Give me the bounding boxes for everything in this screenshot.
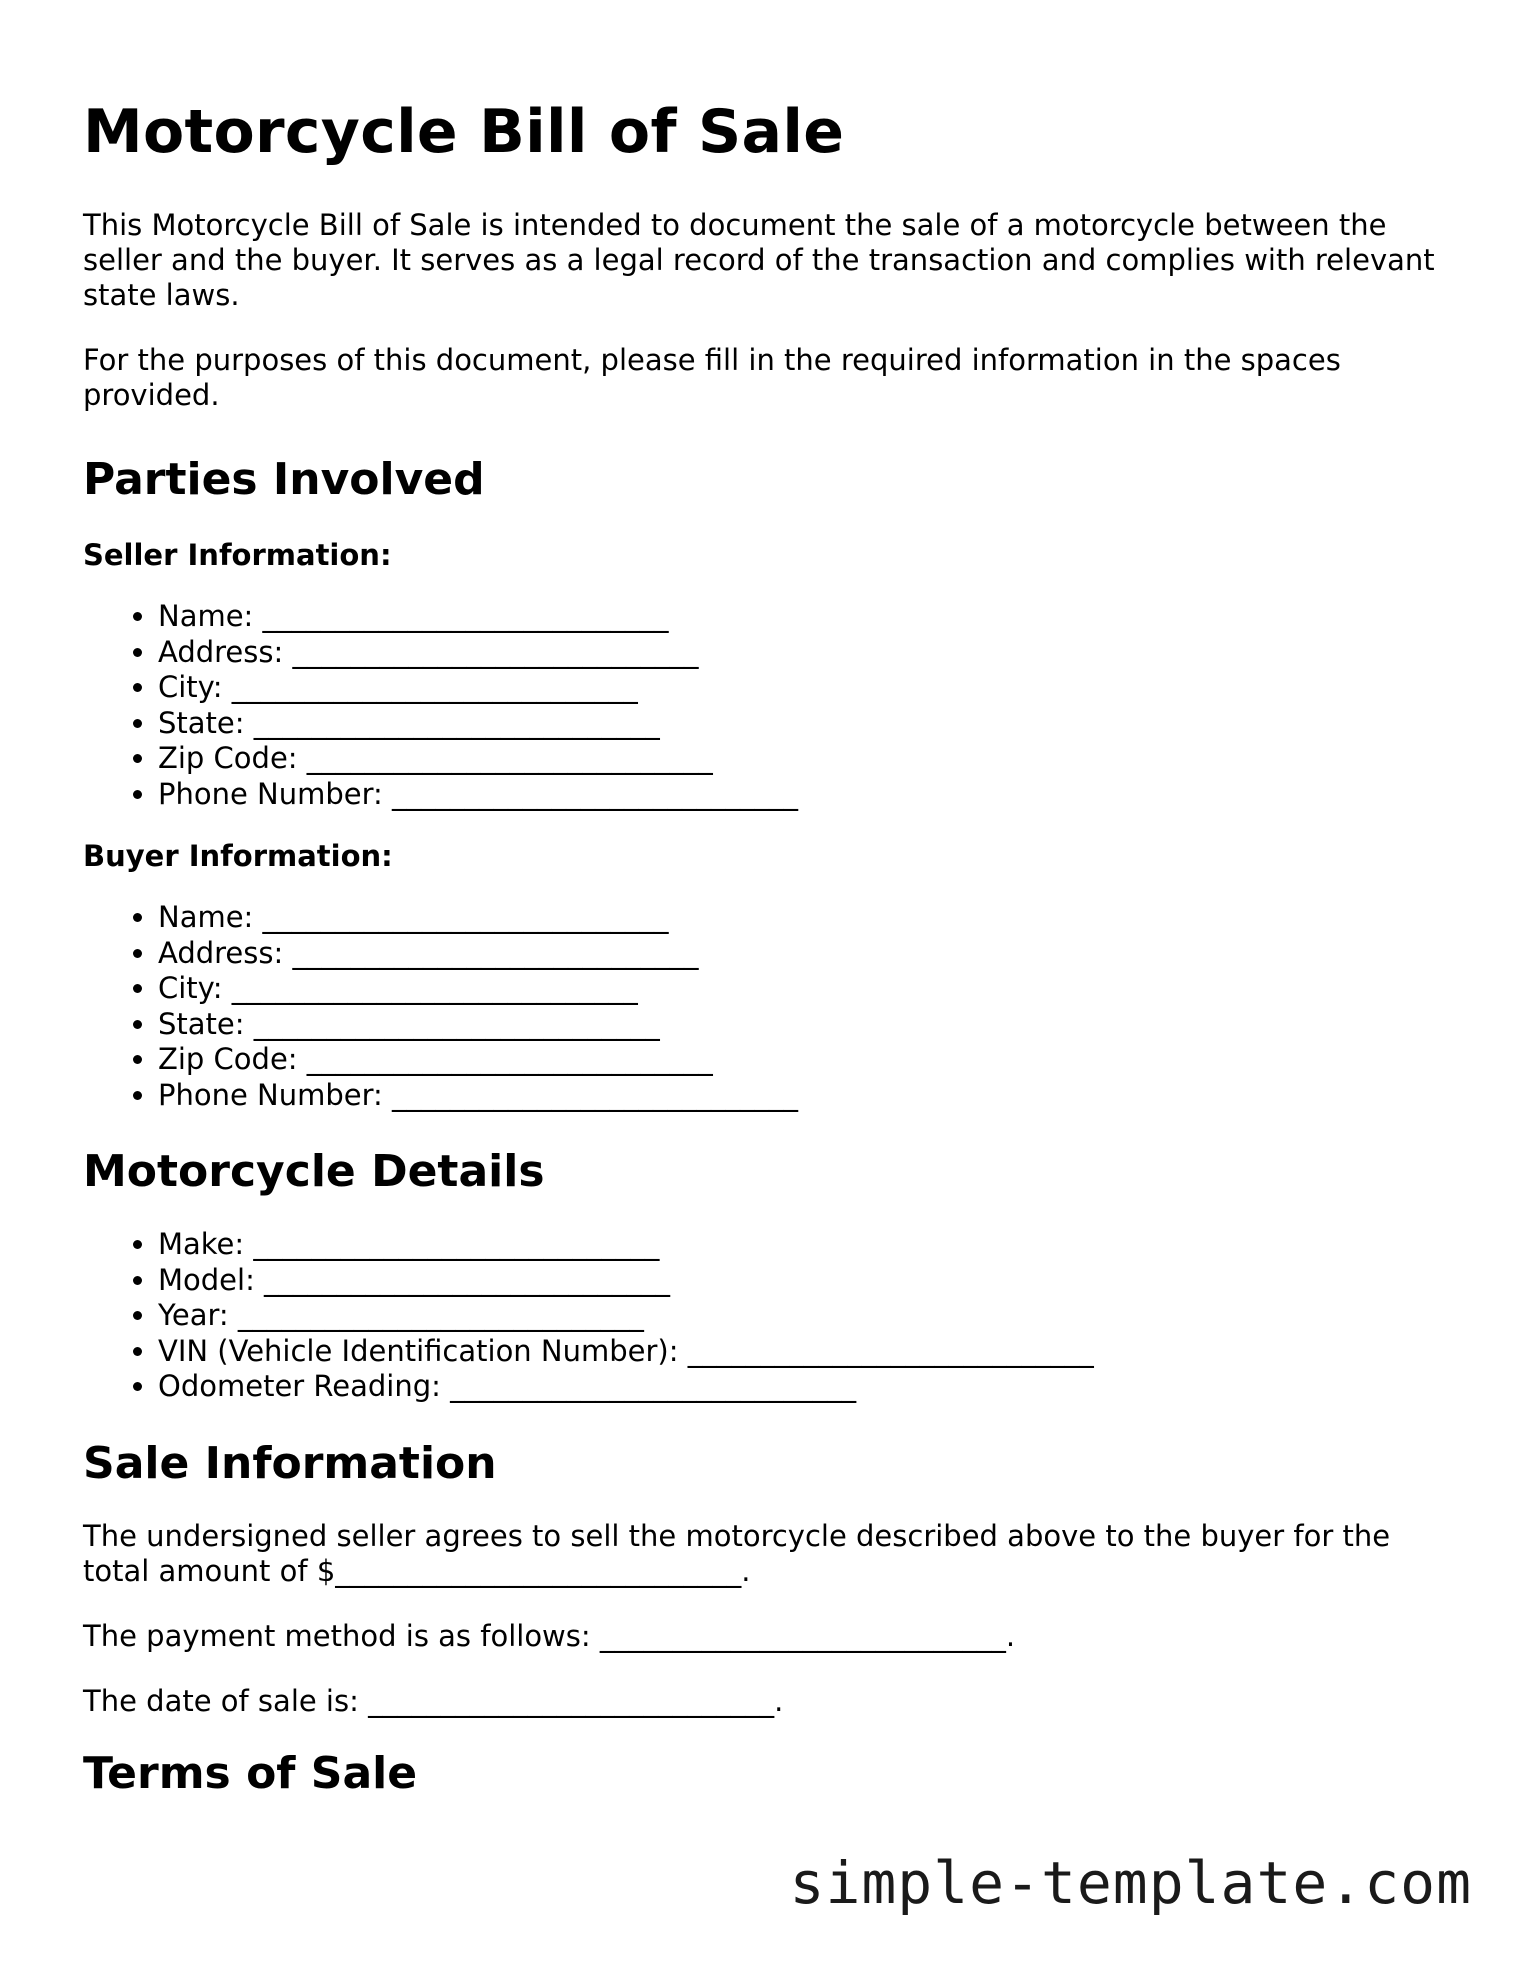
buyer-state-field: • State: ____________________________ <box>158 1007 1443 1043</box>
section-heading-sale: Sale Information <box>83 1437 497 1489</box>
odometer-field: • Odometer Reading: ____________________________ <box>158 1369 1443 1405</box>
seller-address-field: • Address: ____________________________ <box>158 635 1443 671</box>
seller-zip-field: • Zip Code: ____________________________ <box>158 741 1443 777</box>
buyer-phone-field: • Phone Number: ____________________________ <box>158 1078 1443 1114</box>
instructions-paragraph: For the purposes of this document, please fill in the required information in the spaces provided. <box>83 343 1341 412</box>
sale-amount-text: The undersigned seller agrees to sell the motorcycle described above to the buyer for the total amount of $____________________________. <box>83 1518 1391 1588</box>
buyer-city-field: • City: ____________________________ <box>158 971 1443 1007</box>
motorcycle-fields-list <box>83 1227 1443 1405</box>
section-heading-motorcycle: Motorcycle Details <box>83 1146 545 1197</box>
vin-field: • VIN (Vehicle Identification Number): ____________________________ <box>158 1334 1443 1370</box>
document-title: Motorcycle Bill of Sale <box>83 97 845 167</box>
buyer-address-field: • Address: ____________________________ <box>158 936 1443 972</box>
buyer-zip-field: • Zip Code: ____________________________ <box>158 1042 1443 1078</box>
seller-fields-list <box>83 599 1443 812</box>
seller-city-field: • City: ____________________________ <box>158 670 1443 706</box>
section-heading-parties: Parties Involved <box>83 454 485 505</box>
document-page <box>83 96 1443 1801</box>
intro-paragraph: This Motorcycle Bill of Sale is intended to document the sale of a motorcycle between the seller and the buyer. It serves as a legal record of the transaction and complies with relevant state laws. <box>83 208 1435 312</box>
seller-info-heading: Seller Information: <box>83 538 392 572</box>
section-heading-terms: Terms of Sale <box>83 1747 418 1799</box>
model-field: • Model: ____________________________ <box>158 1263 1443 1299</box>
buyer-fields-list <box>83 900 1443 1113</box>
seller-name-field: • Name: ____________________________ <box>158 599 1443 635</box>
payment-method-text: The payment method is as follows: ____________________________. <box>83 1618 1016 1653</box>
year-field: • Year: ____________________________ <box>158 1298 1443 1334</box>
date-of-sale-text: The date of sale is: ____________________________. <box>83 1683 784 1718</box>
make-field: • Make: ____________________________ <box>158 1227 1443 1263</box>
buyer-info-heading: Buyer Information: <box>83 839 393 873</box>
buyer-name-field: • Name: ____________________________ <box>158 900 1443 936</box>
seller-state-field: • State: ____________________________ <box>158 706 1443 742</box>
seller-phone-field: • Phone Number: ____________________________ <box>158 777 1443 813</box>
watermark: simple-template.com <box>789 1849 1472 1917</box>
